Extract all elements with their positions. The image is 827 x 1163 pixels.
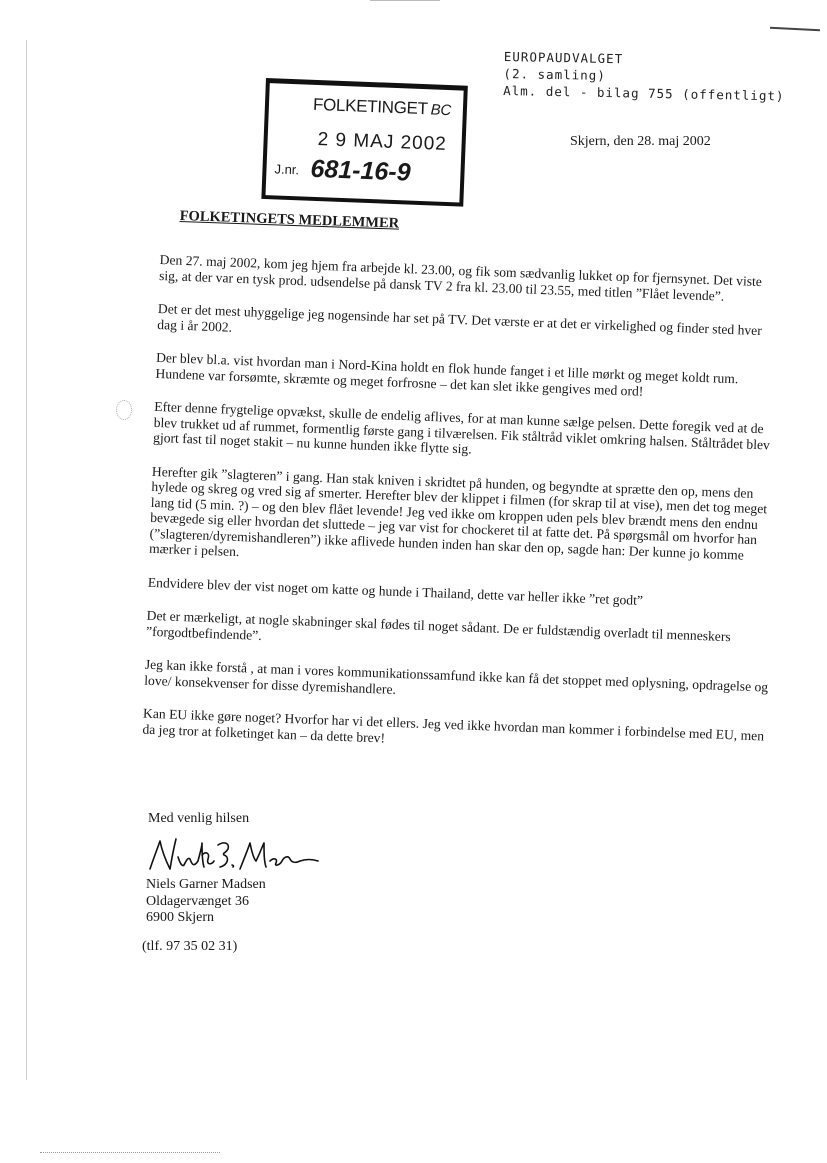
- scan-edge-line: [26, 40, 27, 1080]
- sender-address: [146, 877, 266, 927]
- body-paragraph: Det er det mest uhyggelige jeg nogensinde har set på TV. Det værste er at det er virkelighed og finder sted hver dag i år 2002.: [157, 300, 763, 339]
- scan-mark-bottom: [40, 1152, 220, 1155]
- committee-header: [503, 48, 824, 105]
- scan-mark-top: [770, 27, 820, 32]
- sender-city: 6900 Skjern: [146, 910, 215, 925]
- body-paragraph: Jeg kan ikke forstå , at man i vores kommunikationssamfund ikke kan få det stoppet med oplysning, opdragelse og love/ konsekvenser for disse dyremishandlere.: [144, 656, 769, 697]
- stamp-date: 2 9 MAJ 2002: [317, 129, 448, 155]
- sender-phone: (tlf. 97 35 02 31): [142, 939, 238, 954]
- stamp-initials: BC: [430, 101, 452, 120]
- letter-body: [142, 252, 785, 778]
- sender-street: Oldagervænget 36: [146, 893, 250, 909]
- body-paragraph: Kan EU ikke gøre noget? Hvorfor har vi det ellers. Jeg ved ikke hvordan man kommer i forbindelse med EU, men da jeg tror at folketinget kan – da dette brev!: [142, 705, 765, 746]
- stamp-org-name: FOLKETINGET: [312, 94, 429, 119]
- body-paragraph: Endvidere blev der vist noget om katte og hunde i Thailand, dette var heller ikke ”ret godt”: [147, 574, 644, 608]
- body-paragraph: Efter denne frygtelige opvækst, skulle de endelig aflives, for at man kunne sælge pelsen. Dette foregik ved at de blev trukket ud af rummet, formentlig første gang i tilværelsen. Fik ståltråd viklet omkring halsen. Ståltrådet blev gjort fast til noget stakit – nu kunne hunden ikke flytte sig.: [152, 398, 771, 457]
- committee-reference: Alm. del - bilag 755 (offentligt): [503, 82, 785, 104]
- stamp-org: [313, 95, 452, 120]
- scan-mark-top-center: [370, 0, 440, 1]
- body-paragraph: Der blev bl.a. vist hvordan man i Nord-Kina holdt en flok hunde fanget i et lille mørkt og meget koldt rum. Hundene var forsømte, skræmte og meget forfrosne – det kan slet ikke gengives med ord!: [155, 349, 739, 399]
- sender-name: Niels Garner Madsen: [146, 877, 266, 892]
- stamp-journal-number: 681-16-9: [310, 154, 412, 187]
- body-paragraph: Det er mærkeligt, at nogle skabninger skal fødes til noget sådant. De er fuldstændig overladt til menneskers ”forgodtbefindende”.: [145, 607, 731, 645]
- letter-salutation: FOLKETINGETS MEDLEMMER: [179, 208, 400, 232]
- letter-place-date: Skjern, den 28. maj 2002: [570, 134, 711, 149]
- stamp-journal-label: J.nr.: [274, 161, 300, 178]
- committee-name: EUROPAUDVALGET: [503, 48, 624, 67]
- committee-session: (2. samling): [503, 65, 606, 83]
- punch-hole-mark: [116, 400, 132, 420]
- letter-closing: Med venlig hilsen: [148, 811, 250, 826]
- body-paragraph: Den 27. maj 2002, kom jeg hjem fra arbejde kl. 23.00, og fik som sædvanlig lukket op for fjernsynet. Det viste sig, at der var en tysk prod. udsendelse på dansk TV 2 fra kl. 23.00 til 23.55, med titlen ”Flået levende”.: [158, 252, 763, 304]
- handwritten-signature: [144, 835, 324, 875]
- received-stamp: [261, 78, 467, 207]
- body-paragraph: Herefter gik ”slagteren” i gang. Han stak kniven i skridtet på hunden, og begyndte at sprætte den op, mens den hylede og skreg og vred sig af smerter. Herefter blev der klippet i filmen (for skrap til at vise), men det tog meget lang tid (5 min. ?) – og den blev flået levende! Jeg ved ikke om kroppen uden pels blev brændt mens den endnu bevægede sig eller hvordan det sluttede – jeg var vist for chockeret til at fatte det. På spørgsmål om hvorfor han (”slagteren/dyremishandleren”) ikke aflivede hunden inden han skar den op, sagde han: Der kunne jo komme mærker i pelsen.: [148, 463, 768, 563]
